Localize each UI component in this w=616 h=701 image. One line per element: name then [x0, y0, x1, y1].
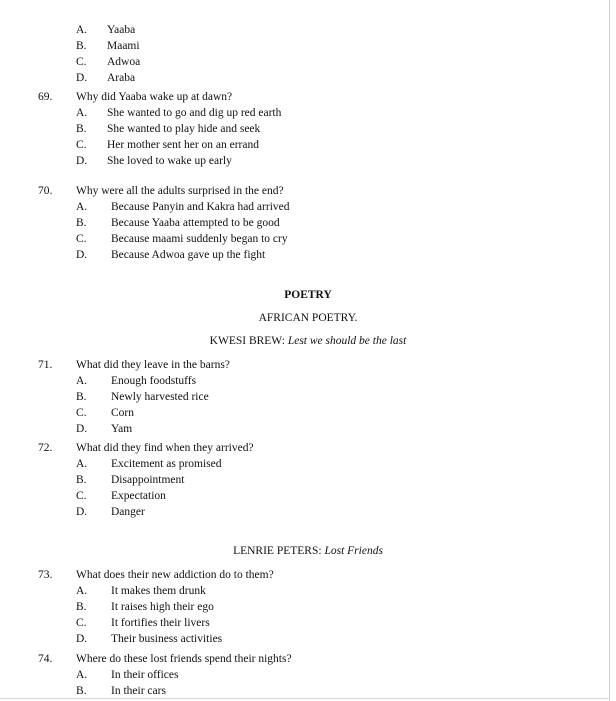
poem-author: LENRIE PETERS: [233, 545, 322, 557]
option-letter: D. [76, 155, 88, 167]
option-letter: A. [76, 375, 88, 387]
option-text: Because Adwoa gave up the fight [111, 249, 266, 261]
option-row [0, 231, 600, 247]
poem-title: Lost Friends [324, 545, 383, 557]
page-edge-bottom [0, 698, 610, 699]
option-row [0, 22, 600, 38]
question-number: 71. [38, 359, 53, 371]
option-letter: D. [76, 633, 88, 645]
question-73 [0, 567, 600, 647]
question-number: 70. [38, 185, 53, 197]
option-letter: C. [76, 139, 87, 151]
poem-title-line [0, 543, 616, 559]
option-text: Excitement as promised [111, 458, 222, 470]
option-row [0, 389, 600, 405]
option-letter: B. [76, 217, 87, 229]
option-row [0, 105, 600, 121]
option-letter: B. [76, 474, 87, 486]
option-row [0, 615, 600, 631]
question-text: Where do these lost friends spend their nights? [76, 653, 292, 665]
option-letter: B. [76, 40, 87, 52]
option-letter: C. [76, 490, 87, 502]
option-text: She wanted to play hide and seek [107, 123, 261, 135]
option-row [0, 373, 600, 389]
option-row [0, 667, 600, 683]
option-letter: B. [76, 685, 87, 697]
option-row [0, 631, 600, 647]
question-72 [0, 440, 600, 520]
option-text: Maami [107, 40, 140, 52]
option-text: Expectation [111, 490, 166, 502]
option-letter: B. [76, 601, 87, 613]
question-text: What did they find when they arrived? [76, 442, 254, 454]
question-text: What does their new addiction do to them? [76, 569, 274, 581]
question-row [0, 567, 600, 583]
option-letter: D. [76, 506, 88, 518]
option-row [0, 215, 600, 231]
option-row [0, 54, 600, 70]
question-74 [0, 651, 600, 699]
option-text: Corn [111, 407, 134, 419]
option-text: Because Yaaba attempted to be good [111, 217, 280, 229]
option-text: Their business activities [111, 633, 223, 645]
option-text: Her mother sent her on an errand [107, 139, 259, 151]
option-text: Newly harvested rice [111, 391, 209, 403]
option-text: In their offices [111, 669, 179, 681]
option-letter: C. [76, 233, 87, 245]
option-letter: A. [76, 24, 88, 36]
option-letter: B. [76, 123, 87, 135]
option-letter: C. [76, 56, 87, 68]
option-row [0, 38, 600, 54]
option-letter: A. [76, 458, 88, 470]
option-letter: D. [76, 423, 88, 435]
option-row [0, 599, 600, 615]
option-row [0, 421, 600, 437]
option-text: Danger [111, 506, 145, 518]
question-number: 73. [38, 569, 53, 581]
option-row [0, 472, 600, 488]
option-row [0, 199, 600, 215]
option-letter: A. [76, 669, 88, 681]
option-text: Araba [107, 72, 136, 84]
option-text: In their cars [111, 685, 166, 697]
section-heading: POETRY [284, 289, 332, 301]
option-text: Yaaba [107, 24, 136, 36]
question-row [0, 357, 600, 373]
poem-author: KWESI BREW: [209, 335, 285, 347]
option-text: Because Panyin and Kakra had arrived [111, 201, 290, 213]
option-row [0, 137, 600, 153]
question-71 [0, 357, 600, 437]
question-text: Why were all the adults surprised in the end? [76, 185, 284, 197]
option-row [0, 70, 600, 86]
option-text: Because maami suddenly began to cry [111, 233, 288, 245]
option-row [0, 247, 600, 263]
option-row [0, 121, 600, 137]
option-text: Adwoa [107, 56, 141, 68]
option-letter: B. [76, 391, 87, 403]
question-number: 74. [38, 653, 53, 665]
option-text: Yam [111, 423, 133, 435]
option-letter: C. [76, 617, 87, 629]
option-letter: A. [76, 201, 88, 213]
option-text: It fortifies their livers [111, 617, 210, 629]
question-70 [0, 183, 600, 263]
question-row [0, 440, 600, 456]
option-row [0, 488, 600, 504]
poem-title: Lest we should be the last [287, 335, 407, 347]
question-row [0, 89, 600, 105]
option-row [0, 405, 600, 421]
poem-title-line [0, 333, 616, 349]
option-letter: A. [76, 107, 88, 119]
option-text: Enough foodstuffs [111, 375, 197, 387]
question-text: What did they leave in the barns? [76, 359, 230, 371]
section-subheading: AFRICAN POETRY. [258, 312, 358, 324]
option-letter: C. [76, 407, 87, 419]
option-row [0, 504, 600, 520]
question-row [0, 651, 600, 667]
option-text: It makes them drunk [111, 585, 206, 597]
question-69 [0, 89, 600, 169]
option-text: She loved to wake up early [107, 155, 232, 167]
option-letter: A. [76, 585, 88, 597]
option-letter: D. [76, 249, 88, 261]
option-row [0, 583, 600, 599]
option-letter: D. [76, 72, 88, 84]
question-row [0, 183, 600, 199]
question-number: 72. [38, 442, 53, 454]
option-row [0, 683, 600, 699]
question-number: 69. [38, 91, 53, 103]
option-text: Disappointment [111, 474, 185, 486]
question-text: Why did Yaaba wake up at dawn? [76, 91, 233, 103]
option-text: It raises high their ego [111, 601, 214, 613]
option-text: She wanted to go and dig up red earth [107, 107, 282, 119]
option-row [0, 456, 600, 472]
option-row [0, 153, 600, 169]
question-68-options [0, 22, 600, 86]
page-edge-right [609, 0, 610, 701]
